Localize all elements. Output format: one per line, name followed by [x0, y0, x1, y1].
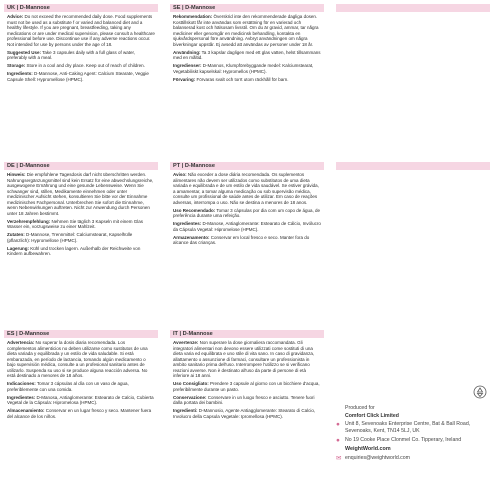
- section-paragraph: [7, 232, 155, 243]
- paragraph-label: Armazenamento:: [173, 234, 210, 240]
- section-paragraph: [173, 14, 321, 47]
- section-paragraph: [7, 50, 155, 61]
- location-pin-icon: ●: [336, 437, 340, 444]
- paragraph-label: Indicaciones:: [7, 381, 36, 386]
- paragraph-label: Uso Recomendado:: [173, 207, 216, 213]
- paragraph-text: No superar la dosis diaria recomendada. Los complementos alimenticios no deben utilizarse como sustitutos de una dieta variada y equilibrada y un estilo de vida saludable. Si está embarazada, en período de lactancia, tomando algún medicamento o bajo supervisión médica, consulte a un profesional sanitario antes de utilizarlo. Suspenda su uso si se produce alguna reacción adversa. No está destinado a menores de 18 años.: [7, 340, 148, 378]
- section-nl: [4, 162, 158, 259]
- paragraph-text: D-Manose, Antiaglomerante: Estearato de Cálcio, Invólucro da Cápsula Vegetal: Hipromelose (HPMC).: [173, 221, 321, 232]
- section-se: [170, 330, 324, 422]
- paragraph-label: Lagerung:: [7, 245, 29, 251]
- email-address[interactable]: enquiries@weightworld.com: [345, 455, 410, 461]
- paragraph-label: Advice:: [7, 14, 24, 19]
- section-paragraph: [7, 172, 155, 216]
- paragraph-label: Aviso:: [173, 172, 187, 177]
- produced-for-label: Produced for: [345, 405, 375, 411]
- section-header: [336, 162, 490, 170]
- address-ie-row: [336, 437, 486, 444]
- paragraph-text: Prendere 3 capsule al giorno con un bicchiere d'acqua, preferibilmente durante un pasto.: [173, 381, 320, 392]
- section-paragraph: [173, 381, 321, 392]
- paragraph-text: Conservare in un luogo fresco e asciutto. Tenere fuori dalla portata dei bambini.: [173, 394, 315, 405]
- paragraph-label: Hinweis:: [7, 172, 26, 177]
- paragraph-text: D-Mannos, Klumpförebyggande medel: Kalciumstearat, Vegetabiliskt kapselskal: Hypromellos (HPMC).: [173, 63, 314, 74]
- section-pl: [336, 4, 490, 14]
- paragraph-text: Överskrid inte den rekommenderade dagliga dosen. Kosttillskott får inte användas som ersättning för en varierad och balanserad kost och hälsosam livsstil. Om du är gravid, ammar, tar några mediciner eller genomgår en medicinsk behandling, kontakta en sjukvårdspersonal före användning. Avbryt användningen om några biverkningar uppstår. Ej avsedd att användas av personer under 18 år.: [173, 14, 319, 47]
- paragraph-label: Uso Consigliato:: [173, 381, 209, 386]
- section-paragraph: [173, 340, 321, 379]
- paragraph-text: Store in a cool and dry place. Keep out of reach of children.: [25, 63, 145, 68]
- recycle-icon: [473, 385, 487, 399]
- section-paragraph: [173, 221, 321, 232]
- paragraph-text: Take 3 capsules daily with a full glass of water, preferably with a meal.: [7, 49, 135, 60]
- address-ie: No 19 Cooke Place Clonmel Co. Tipperary, Ireland: [345, 437, 462, 443]
- paragraph-label: Förvaring:: [173, 76, 196, 82]
- paragraph-text: D-Mannosio, Agente Antiagglomerante: Stearato di Calcio, Involucro della Capsula Vegetale: Ipromellosa (HPMC).: [173, 408, 316, 419]
- section-uk: [4, 4, 158, 85]
- paragraph-label: Advertencia:: [7, 340, 35, 345]
- location-pin-icon: ●: [336, 421, 340, 428]
- paragraph-text: Tomar 3 cápsulas al día con un vaso de agua, preferiblemente con una comida.: [7, 381, 129, 392]
- section-header: PT | D-Mannose: [170, 162, 324, 170]
- section-paragraph: [7, 219, 155, 230]
- company-name: Comfort Click Limited: [345, 413, 399, 419]
- paragraph-label: Zutaten:: [7, 232, 25, 237]
- section-paragraph: [7, 395, 155, 406]
- section-header: SE | D-Mannose: [170, 4, 324, 12]
- section-paragraph: [173, 395, 321, 406]
- section-paragraph: [7, 71, 155, 82]
- paragraph-label: Ingredientes:: [173, 221, 202, 226]
- section-body: [4, 340, 158, 419]
- manufacturer-block: [336, 405, 486, 464]
- paragraph-label: Ingredients:: [7, 71, 33, 76]
- paragraph-label: Storage:: [7, 63, 26, 68]
- section-paragraph: [7, 340, 155, 379]
- section-header: ES | D-Mannose: [4, 330, 158, 338]
- section-body: [4, 172, 158, 257]
- section-paragraph: [7, 14, 155, 47]
- paragraph-label: Användning:: [173, 49, 201, 55]
- paragraph-text: Kühl und trocken lagern. Außerhalb der Reichweite von Kindern aufbewahren.: [7, 245, 141, 256]
- paragraph-text: Conservar en un lugar fresco y seco. Mantener fuera del alcance de los niños.: [7, 408, 152, 419]
- section-paragraph: [7, 381, 155, 392]
- paragraph-label: Almacenamiento:: [7, 408, 45, 413]
- section-header: IT | D-Mannose: [170, 330, 324, 338]
- paragraph-text: Não exceder a dose diária recomendada. Os suplementos alimentares não devem ser utilizados como substitutos de uma dieta variada e equilibrada e de um estilo de vida saudável. Se estiver grávida, a amamentar, a tomar alguma medicação ou sob supervisão médica, consulte um profissional de saúde antes de utilizar. Em caso de reações adversas, interrompa o uso. Não se destina a menores de 18 anos.: [173, 172, 319, 205]
- paragraph-text: Conservar em local fresco e seco. Manter fora do alcance das crianças.: [173, 234, 310, 245]
- paragraph-text: Tomar 3 cápsulas por dia com um copo de água, de preferência durante uma refeição.: [173, 207, 320, 218]
- section-paragraph: [173, 50, 321, 61]
- section-dk: [170, 4, 324, 85]
- section-befr: [336, 162, 490, 172]
- paragraph-label: Rekommendation:: [173, 14, 213, 19]
- email-row: [336, 455, 486, 462]
- paragraph-label: Verzehrempfehlung:: [7, 218, 51, 224]
- section-paragraph: [173, 172, 321, 205]
- section-es: [170, 162, 324, 248]
- paragraph-text: Do not exceed the recommended daily dose. Food supplements must not be used as a substitute f or varied and balanced diet and a healthy lifestyle. If you are pregnant, breastfeeding, taking any medications or are under medical supervision, please consult a healthcare professional before use. Discontinue use if any adverse reactions occur. Not intended for use by persons under the age of 18.: [7, 14, 155, 47]
- email-icon: ✉: [336, 455, 342, 462]
- website-link[interactable]: WeightWorld.com: [345, 446, 391, 452]
- paragraph-label: Avvertenze:: [173, 340, 199, 345]
- paragraph-text: Ta 3 kapslar dagligen med ett glas vatten, helst tillsammans med en måltid.: [173, 49, 321, 60]
- paragraph-label: Conservazione:: [173, 394, 207, 400]
- section-paragraph: [7, 63, 155, 69]
- section-de: [4, 330, 158, 422]
- paragraph-label: Ingredienser:: [173, 63, 202, 68]
- paragraph-text: Die empfohlene Tagesdosis darf nicht überschritten werden. Nahrungsergänzungsmittel sind kein Ersatz für eine abwechslungsreiche, ausgewogene Ernährung und eine gesunde Lebensweise. Wenn Sie schwanger sind, stillen, Medikamente einnehmen oder unter medizinischer Aufsicht stehen, konsultieren Sie bitte vor der Einnahme medizinisches Fachpersonal. Unterbrechen Sie sofort die Einnahme, wenn Nebenwirkungen auftreten. Nicht zur Anwendung durch Personen unter 18 Jahren bestimmt.: [7, 172, 154, 216]
- section-body: [170, 340, 324, 419]
- section-body: [170, 172, 324, 246]
- section-header: DE | D-Mannose: [4, 162, 158, 170]
- paragraph-text: D-Mannose, Anti-Caking Agent: Calcium Stearate, Veggie Capsule Shell: Hypromellose (HPMC).: [7, 71, 149, 82]
- paragraph-text: D-Mannose, Trennmittel: Calciumstearat, Kapselhülle (pflanzlich): Hypromellose (HPMC).: [7, 232, 133, 243]
- paragraph-text: D-Manosa, Antiaglomerante: Estearato de Calcio, Cubierta Vegetal de la Cápsula: Hipromelosa (HPMC).: [7, 394, 154, 405]
- paragraph-text: Nehmen Sie täglich 3 Kapseln mit einem Glas Wasser ein, vorzugsweise zu einer Mahlzeit.: [7, 218, 144, 229]
- section-body: [4, 14, 158, 82]
- section-paragraph: [173, 63, 321, 74]
- paragraph-text: Non superare la dose giornaliera raccomandata. Gli integratori alimentari non devono essere utilizzati come sostituti di una dieta varia ed equilibrata e uno stile di vita sano. In caso di gravidanza, allattamento o assunzione di farmaci, consultare un professionista in ambito sanitario prima dell'uso. Interrompere l'utilizzo se si verificano reazioni avverse. Non è destinato all'uso da parte di persone di età inferiore ai 18 anni.: [173, 340, 315, 378]
- paragraph-label: Ingredienti:: [173, 408, 198, 413]
- address-uk: Unit 8, Sevenoaks Enterprise Centre, Bat & Ball Road, Sevenoaks, Kent, TN14 5LJ, UK: [345, 421, 471, 434]
- section-paragraph: [173, 208, 321, 219]
- paragraph-label: Ingredientes:: [7, 394, 36, 400]
- paragraph-text: Förvaras svalt och torrt utom räckhåll för barn.: [195, 76, 289, 82]
- section-paragraph: [7, 408, 155, 419]
- section-paragraph: [7, 246, 155, 257]
- paragraph-label: Suggested Use:: [7, 49, 42, 55]
- section-header: [336, 4, 490, 12]
- section-paragraph: [173, 235, 321, 246]
- section-header: UK | D-Mannose: [4, 4, 158, 12]
- address-uk-row: [336, 421, 486, 435]
- section-paragraph: [173, 77, 321, 83]
- section-body: [170, 14, 324, 82]
- section-paragraph: [173, 408, 321, 419]
